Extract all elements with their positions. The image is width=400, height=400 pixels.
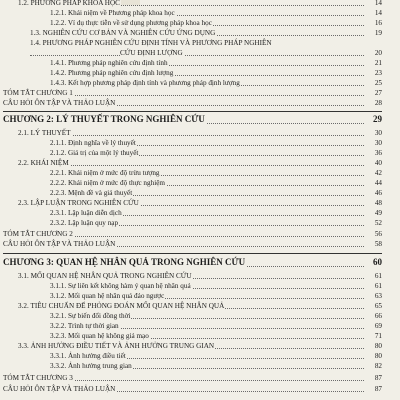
toc-entry-page: 80 [374, 342, 382, 350]
toc-entry-page: 69 [374, 322, 382, 330]
toc-entry-page: 61 [374, 282, 382, 290]
toc-entry-page: 19 [374, 29, 382, 37]
toc-entry-label: 2.2.3. Mệnh đề và giả thuyết [50, 189, 133, 197]
toc-entry-label: 3.1.2. Mối quan hệ nhân quả đảo ngược [50, 292, 165, 300]
toc-entry-label: 2.1.1. Định nghĩa về lý thuyết [50, 139, 136, 147]
toc-entry-label: CỨU ĐỊNH LƯỢNG [120, 49, 183, 57]
toc-entry-page: 16 [374, 19, 382, 27]
toc-entry-page: 30 [374, 129, 382, 137]
toc-entry-page: 58 [374, 240, 382, 248]
toc-entry-label: 1.4.2. Phương pháp nghiên cứu định lượng [50, 69, 174, 77]
toc-entry-page: 63 [374, 292, 382, 300]
toc-entry-label: CÂU HỎI ÔN TẬP VÀ THẢO LUẬN [3, 99, 116, 107]
chapter-page: 60 [373, 257, 382, 267]
toc-entry-label: 3.3. ẢNH HƯỞNG ĐIỀU TIẾT VÀ ẢNH HƯỞNG TRUNG GIAN [18, 342, 215, 350]
toc-entry-label: 1.3. NGHIÊN CỨU CƠ BẢN VÀ NGHIÊN CỨU ỨNG DỤNG [30, 29, 216, 37]
toc-entry-label: 2.3.1. Lập luận diễn dịch [50, 209, 122, 217]
toc-entry-page: 82 [374, 362, 382, 370]
toc-entry-page: 20 [374, 49, 382, 57]
toc-entry-label: 2.1. LÝ THUYẾT [18, 129, 71, 137]
toc-entry-label: 1.2.1. Khái niệm về Phương pháp khoa học [50, 9, 175, 17]
toc-entry [0, 98, 400, 108]
toc-entry-page: 56 [374, 230, 382, 238]
toc-entry-page: 80 [374, 352, 382, 360]
toc-entry-page: 44 [374, 179, 382, 187]
toc-entry-page: 27 [374, 89, 382, 97]
chapter-title: CHƯƠNG 3: QUAN HỆ NHÂN QUẢ TRONG NGHIÊN CỨU [3, 257, 246, 267]
toc-entry-label: CÂU HỎI ÔN TẬP VÀ THẢO LUẬN [3, 240, 116, 248]
toc-entry-page: 36 [374, 149, 382, 157]
toc-entry [0, 361, 400, 371]
toc-entry-label: 3.2.1. Sự biến đổi đồng thời [50, 312, 131, 320]
toc-entry-page: 42 [374, 169, 382, 177]
toc-entry-page: 21 [374, 59, 382, 67]
toc-entry-page: 49 [374, 209, 382, 217]
toc-entry-page: 71 [374, 332, 382, 340]
toc-entry-page: 48 [374, 199, 382, 207]
toc-entry-page: 28 [374, 99, 382, 107]
toc-entry-page: 52 [374, 219, 382, 227]
toc-entry-label: 2.2.2. Khái niệm ở mức độ thực nghiệm [50, 179, 165, 187]
chapter-heading [0, 256, 400, 269]
toc-entry-label: 3.3.1. Ảnh hưởng điều tiết [50, 352, 126, 360]
toc-entry-label: 2.1.2. Giá trị của một lý thuyết [50, 149, 139, 157]
toc-entry-page: 66 [374, 312, 382, 320]
toc-entry-page: 23 [374, 69, 382, 77]
toc-entry-label: 1.4. PHƯƠNG PHÁP NGHIÊN CỨU ĐỊNH TÍNH VÀ PHƯƠNG PHÁP NGHIÊN [30, 39, 272, 47]
chapter-page: 29 [373, 114, 382, 124]
toc-entry-label: 3.2.2. Trình tự thời gian [50, 322, 119, 330]
toc-entry-page: 61 [374, 272, 382, 280]
toc-entry-page: 14 [374, 0, 382, 7]
toc-entry [0, 28, 400, 38]
toc-entry-page: 65 [374, 302, 382, 310]
toc-entry [0, 384, 400, 394]
toc-entry-label: 1.4.1. Phương pháp nghiên cứu định tính [50, 59, 168, 67]
toc-entry [0, 239, 400, 249]
toc-entry-label: 3.2. TIÊU CHUẨN ĐỂ PHỎNG ĐOÁN MỐI QUAN HỆ NHÂN QUẢ [18, 302, 225, 310]
toc-entry-label: CÂU HỎI ÔN TẬP VÀ THẢO LUẬN [3, 385, 116, 393]
toc-entry-page: 25 [374, 79, 382, 87]
toc-entry-label: 1.4.3. Kết hợp phương pháp định tính và phương pháp định lượng [50, 79, 240, 87]
toc-entry-label: 2.2.1. Khái niệm ở mức độ trừu tượng [50, 169, 160, 177]
toc-entry-page: 30 [374, 139, 382, 147]
toc-entry-label: TÓM TẮT CHƯƠNG 2 [3, 230, 73, 238]
toc-entry-label: TÓM TẮT CHƯƠNG 3 [3, 374, 73, 382]
toc-entry-page: 14 [374, 9, 382, 17]
toc-entry-label: 1.2. PHƯƠNG PHÁP KHOA HỌC [18, 0, 120, 7]
toc-entry-label: 1.2.2. Ví dụ thực tiễn về sử dụng phương pháp khoa học [50, 19, 212, 27]
chapter-heading [0, 113, 400, 126]
toc-entry-label: 2.3. LẬP LUẬN TRONG NGHIÊN CỨU [18, 199, 139, 207]
toc-entry-label: 2.2. KHÁI NIỆM [18, 159, 69, 167]
toc-entry-label: TÓM TẮT CHƯƠNG 1 [3, 89, 73, 97]
toc-entry-page: 87 [374, 374, 382, 382]
toc-entry-page: 40 [374, 159, 382, 167]
toc-entry-label: 3.2.3. Mối quan hệ không giả mạo [50, 332, 149, 340]
toc-entry-label: 3.1.1. Sự liên kết không hàm ý quan hệ nhân quả [50, 282, 191, 290]
toc-entry-page: 46 [374, 189, 382, 197]
toc-entry-label: 3.3.2. Ảnh hưởng trung gian [50, 362, 132, 370]
toc-entry-label: 3.1. MỐI QUAN HỆ NHÂN QUẢ TRONG NGHIÊN CỨU [18, 272, 192, 280]
toc-entry-label: 2.3.2. Lập luận quy nạp [50, 219, 119, 227]
chapter-title: CHƯƠNG 2: LÝ THUYẾT TRONG NGHIÊN CỨU [3, 114, 205, 124]
toc-entry-page: 87 [374, 385, 382, 393]
